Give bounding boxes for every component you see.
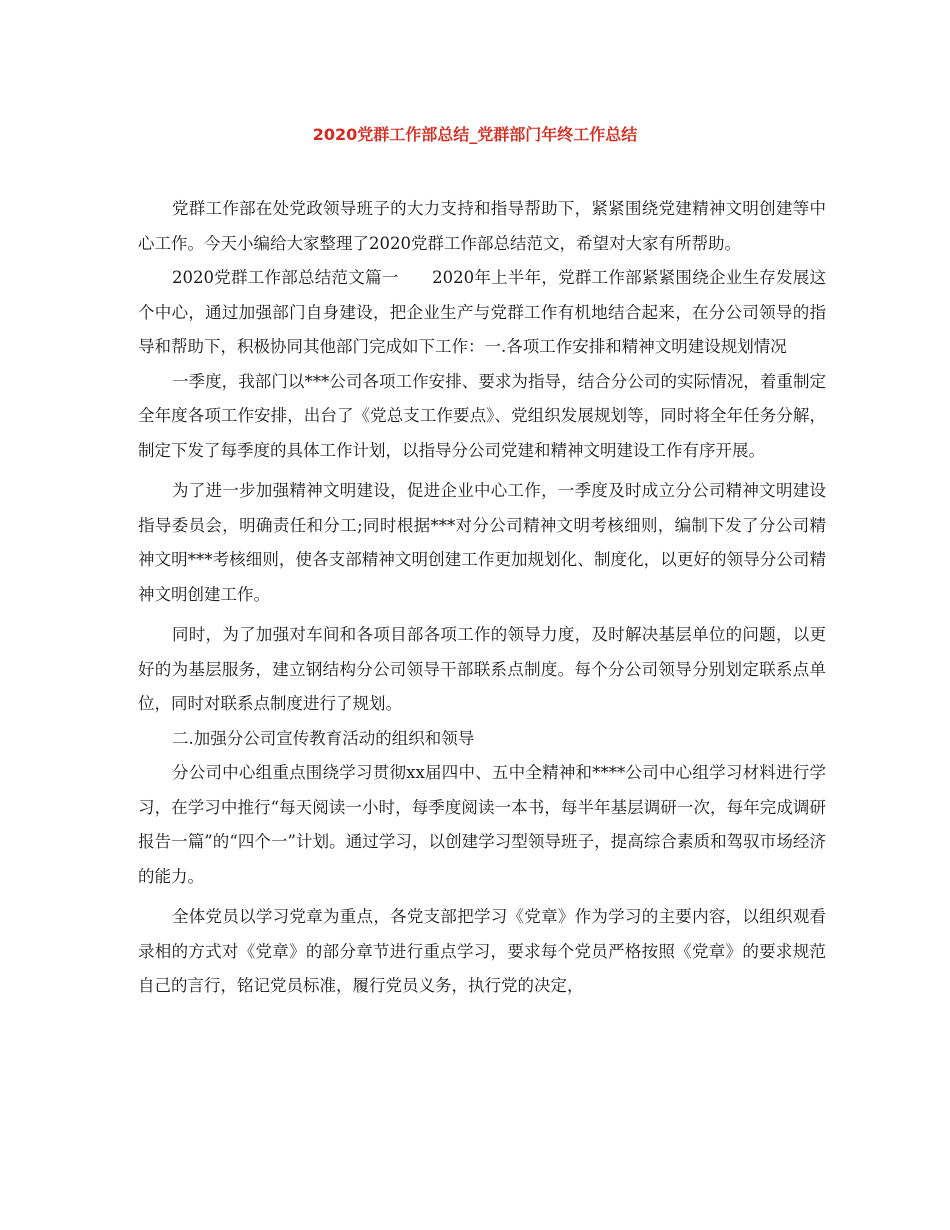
document-title: 2020党群工作部总结_党群部门年终工作总结 — [312, 125, 638, 144]
paragraph: 2020党群工作部总结范文篇一 2020年上半年，党群工作部紧紧围绕企业生存发展这个中心，通过加强部门自身建设，把企业生产与党群工作有机地结合起来，在分公司领导的指导和帮助下，积极协同其他部门完成如下工作：一.各项工作安排和精神文明建设规划情况 — [138, 268, 826, 356]
paragraph: 分公司中心组重点围绕学习贯彻xx届四中、五中全精神和****公司中心组学习材料进行学习，在学习中推行“每天阅读一小时，每季度阅读一本书，每半年基层调研一次，每年完成调研报告一篇”的“四个一”计划。通过学习，以创建学习型领导班子，提高综合素质和驾驭市场经济的能力。 — [138, 763, 826, 886]
paragraph: 为了进一步加强精神文明建设，促进企业中心工作，一季度及时成立分公司精神文明建设指导委员会，明确责任和分工;同时根据***对分公司精神文明考核细则，编制下发了分公司精神文明***考核细则，使各支部精神文明创建工作更加规划化、制度化，以更好的领导分公司精神文明创建工作。 — [138, 481, 826, 604]
paragraph: 同时，为了加强对车间和各项目部各项工作的领导力度，及时解决基层单位的问题，以更好的为基层服务，建立钢结构分公司领导干部联系点制度。每个分公司领导分别划定联系点单位，同时对联系点制度进行了规划。 — [138, 625, 826, 713]
paragraph: 党群工作部在处党政领导班子的大力支持和指导帮助下，紧紧围绕党建精神文明创建等中心工作。今天小编给大家整理了2020党群工作部总结范文，希望对大家有所帮助。 — [138, 199, 826, 253]
section-heading: 二.加强分公司宣传教育活动的组织和领导 — [172, 728, 475, 748]
document-body — [138, 192, 826, 1004]
paragraph: 全体党员以学习党章为重点，各党支部把学习《党章》作为学习的主要内容，以组织观看录相的方式对《党章》的部分章节进行重点学习，要求每个党员严格按照《党章》的要求规范自己的言行，铭记党员标准，履行党员义务，执行党的决定， — [138, 907, 826, 995]
paragraph: 一季度，我部门以***公司各项工作安排、要求为指导，结合分公司的实际情况，着重制定全年度各项工作安排，出台了《党总支工作要点》、党组织发展规划等，同时将全年任务分解，制定下发了每季度的具体工作计划，以指导分公司党建和精神文明建设工作有序开展。 — [138, 371, 826, 460]
